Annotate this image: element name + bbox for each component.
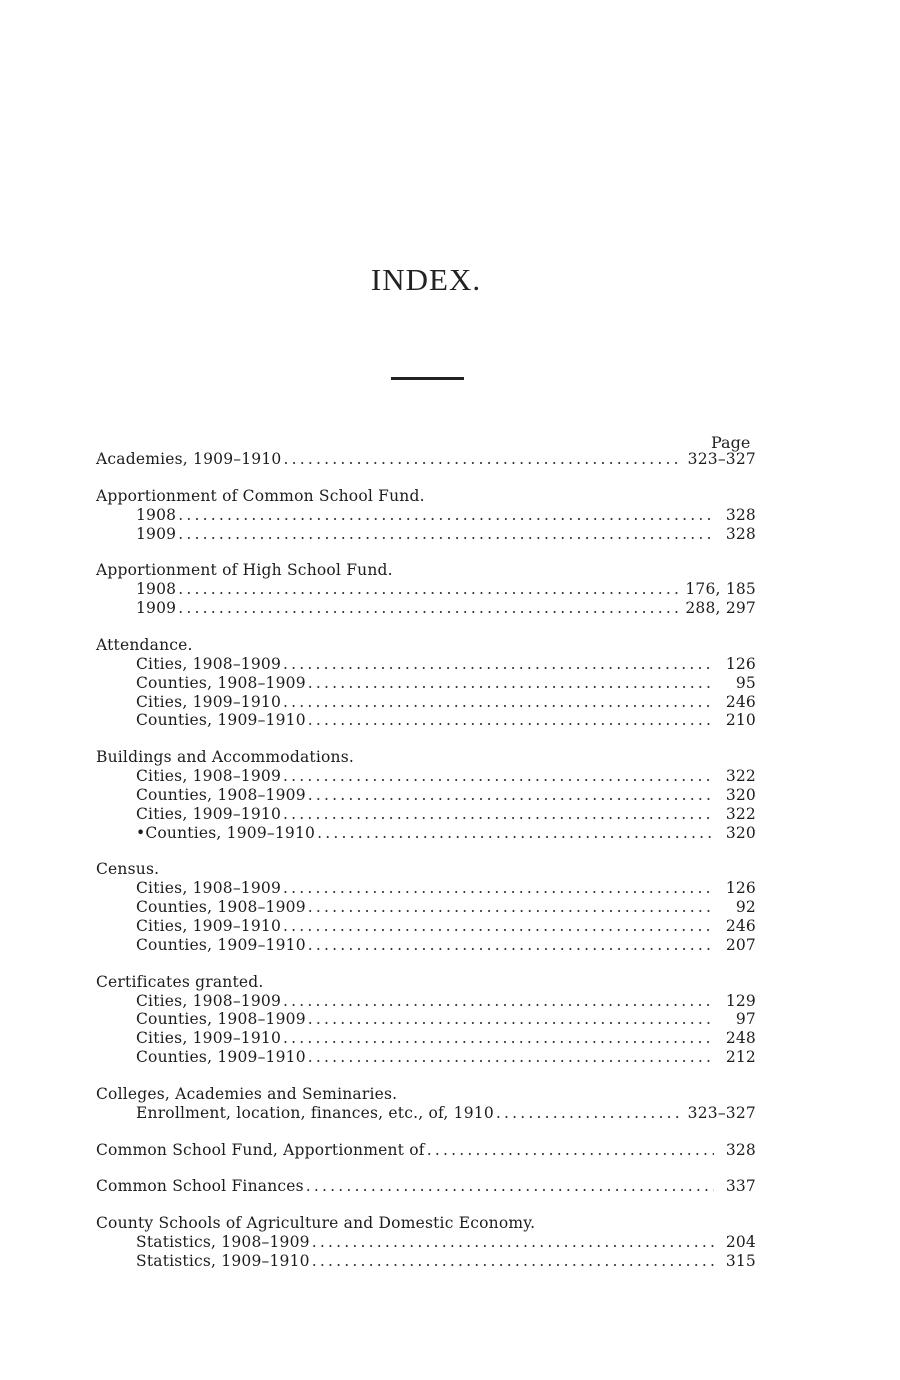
page-title: INDEX. <box>370 262 482 297</box>
page-column-header: Page <box>711 433 751 452</box>
dot-leader <box>178 506 714 525</box>
index-entry <box>96 973 756 1067</box>
page-reference: 315 <box>725 1251 756 1270</box>
index-subentry-text: Cities, 1909–1910 <box>136 692 282 711</box>
index-heading <box>96 1085 756 1104</box>
page-reference: 288, 297 <box>685 599 756 618</box>
index-subentry <box>96 711 756 730</box>
page-reference: 320 <box>725 823 756 842</box>
index-heading-text: Certificates granted. <box>96 972 264 991</box>
index-heading-text: Common School Finances <box>96 1177 304 1196</box>
index-subentry-text: Counties, 1909–1910 <box>136 935 306 954</box>
page-reference: 95 <box>735 673 756 692</box>
index-subentry-text: Counties, 1908–1909 <box>136 673 306 692</box>
dot-leader <box>308 786 714 805</box>
index-heading-text: Common School Fund, Apportionment of <box>96 1140 425 1159</box>
dot-leader <box>308 674 714 693</box>
index-subentry <box>96 898 756 917</box>
page-reference: 328 <box>725 505 756 524</box>
dot-leader <box>312 1252 714 1271</box>
dot-leader <box>283 1029 714 1048</box>
dot-leader <box>308 1010 714 1029</box>
index-subentry-text: 1908 <box>136 505 177 524</box>
page-reference: 207 <box>725 935 756 954</box>
index-subentry-text: Cities, 1908–1909 <box>136 767 282 786</box>
dot-leader <box>283 992 714 1011</box>
dot-leader <box>312 1233 714 1252</box>
index-entry <box>96 636 756 730</box>
index-subentry <box>96 1104 756 1123</box>
index-subentry-text: Statistics, 1908–1909 <box>136 1233 310 1252</box>
index-subentry <box>96 805 756 824</box>
dot-leader <box>308 1048 714 1067</box>
dot-leader <box>317 824 714 843</box>
dot-leader <box>283 693 714 712</box>
index-entry <box>96 748 756 842</box>
dot-leader <box>283 655 714 674</box>
index-subentry <box>96 936 756 955</box>
page-reference: 320 <box>725 785 756 804</box>
page-reference: 204 <box>725 1233 756 1252</box>
index-subentry <box>96 767 756 786</box>
page-reference: 337 <box>725 1177 756 1196</box>
index-entry <box>96 1177 756 1196</box>
index-subentry-text: Statistics, 1909–1910 <box>136 1251 310 1270</box>
dot-leader <box>283 805 714 824</box>
page-reference: 328 <box>725 1140 756 1159</box>
index-subentry <box>96 580 756 599</box>
index-subentry <box>96 674 756 693</box>
index-subentry <box>96 879 756 898</box>
index-entry <box>96 1141 756 1160</box>
page-reference: 322 <box>725 804 756 823</box>
index-heading <box>96 561 756 580</box>
index-heading-text: Attendance. <box>96 635 193 654</box>
index-subentry-text: 1909 <box>136 599 177 618</box>
page-reference: 92 <box>735 898 756 917</box>
index-heading <box>96 748 756 767</box>
page-reference: 176, 185 <box>685 580 756 599</box>
index-subentry-text: 1909 <box>136 524 177 543</box>
page-reference: 97 <box>735 1010 756 1029</box>
index-subentry <box>96 599 756 618</box>
index-heading-text: Apportionment of Common School Fund. <box>96 486 425 505</box>
index-subentry-text: Cities, 1908–1909 <box>136 654 282 673</box>
page-reference: 246 <box>725 692 756 711</box>
page-reference: 323–327 <box>687 1103 756 1122</box>
title-rule <box>391 377 464 380</box>
dot-leader <box>284 450 682 469</box>
index-subentry <box>96 1029 756 1048</box>
index-subentry <box>96 525 756 544</box>
index-subentry <box>96 992 756 1011</box>
index-heading <box>96 1214 756 1233</box>
index-subentry-text: Counties, 1908–1909 <box>136 785 306 804</box>
index-subentry <box>96 1010 756 1029</box>
dot-leader <box>308 936 714 955</box>
page-reference: 212 <box>725 1047 756 1066</box>
index-heading-text: Census. <box>96 860 160 879</box>
index-subentry-text: Cities, 1908–1909 <box>136 991 282 1010</box>
dot-leader <box>178 580 679 599</box>
page-reference: 246 <box>725 916 756 935</box>
dot-leader <box>496 1104 682 1123</box>
page-reference: 248 <box>725 1029 756 1048</box>
index-entry <box>96 487 756 544</box>
index-subentry-text: 1908 <box>136 580 177 599</box>
index-heading-text: Colleges, Academies and Seminaries. <box>96 1084 398 1103</box>
index-subentry-text: Counties, 1909–1910 <box>136 1047 306 1066</box>
index-subentry-text: •Counties, 1909–1910 <box>136 823 316 842</box>
index-subentry <box>96 655 756 674</box>
index-subentry <box>96 824 756 843</box>
index-heading-text: Apportionment of High School Fund. <box>96 561 393 580</box>
index-heading <box>96 860 756 879</box>
index-subentry <box>96 1252 756 1271</box>
index-heading <box>96 1177 756 1196</box>
dot-leader <box>283 917 714 936</box>
page-reference: 323–327 <box>687 450 756 468</box>
index-heading <box>96 1141 756 1160</box>
index-heading <box>96 973 756 992</box>
index-subentry <box>96 917 756 936</box>
index-subentry <box>96 693 756 712</box>
dot-leader <box>306 1177 714 1196</box>
index-subentry-text: Cities, 1909–1910 <box>136 1029 282 1048</box>
index-entry <box>96 450 756 469</box>
dot-leader <box>427 1141 714 1160</box>
index-subentry-text: Cities, 1909–1910 <box>136 804 282 823</box>
index-entry <box>96 1214 756 1271</box>
index-entry <box>96 860 756 954</box>
index-heading <box>96 636 756 655</box>
index-subentry-text: Cities, 1908–1909 <box>136 879 282 898</box>
page-reference: 126 <box>725 654 756 673</box>
index-subentry-text: Counties, 1909–1910 <box>136 711 306 730</box>
index-entry <box>96 1085 756 1123</box>
index-heading-text: Academies, 1909–1910 <box>96 450 282 468</box>
index-subentry <box>96 1048 756 1067</box>
dot-leader <box>283 767 714 786</box>
dot-leader <box>178 525 714 544</box>
dot-leader <box>308 898 714 917</box>
index-list <box>96 450 756 1271</box>
index-heading-text: Buildings and Accommodations. <box>96 748 354 767</box>
page-reference: 210 <box>725 711 756 730</box>
index-subentry <box>96 506 756 525</box>
index-heading-text: County Schools of Agriculture and Domestic Economy. <box>96 1214 536 1233</box>
page-reference: 328 <box>725 524 756 543</box>
index-entry <box>96 561 756 618</box>
page-reference: 129 <box>725 991 756 1010</box>
index-subentry <box>96 1233 756 1252</box>
page-reference: 126 <box>725 879 756 898</box>
index-subentry-text: Counties, 1908–1909 <box>136 1010 306 1029</box>
index-heading <box>96 450 756 469</box>
index-heading <box>96 487 756 506</box>
index-subentry-text: Cities, 1909–1910 <box>136 916 282 935</box>
index-subentry-text: Enrollment, location, finances, etc., of, 1910 <box>136 1103 494 1122</box>
dot-leader <box>178 599 679 618</box>
index-subentry <box>96 786 756 805</box>
page-reference: 322 <box>725 767 756 786</box>
dot-leader <box>308 711 714 730</box>
index-subentry-text: Counties, 1908–1909 <box>136 898 306 917</box>
dot-leader <box>283 879 714 898</box>
